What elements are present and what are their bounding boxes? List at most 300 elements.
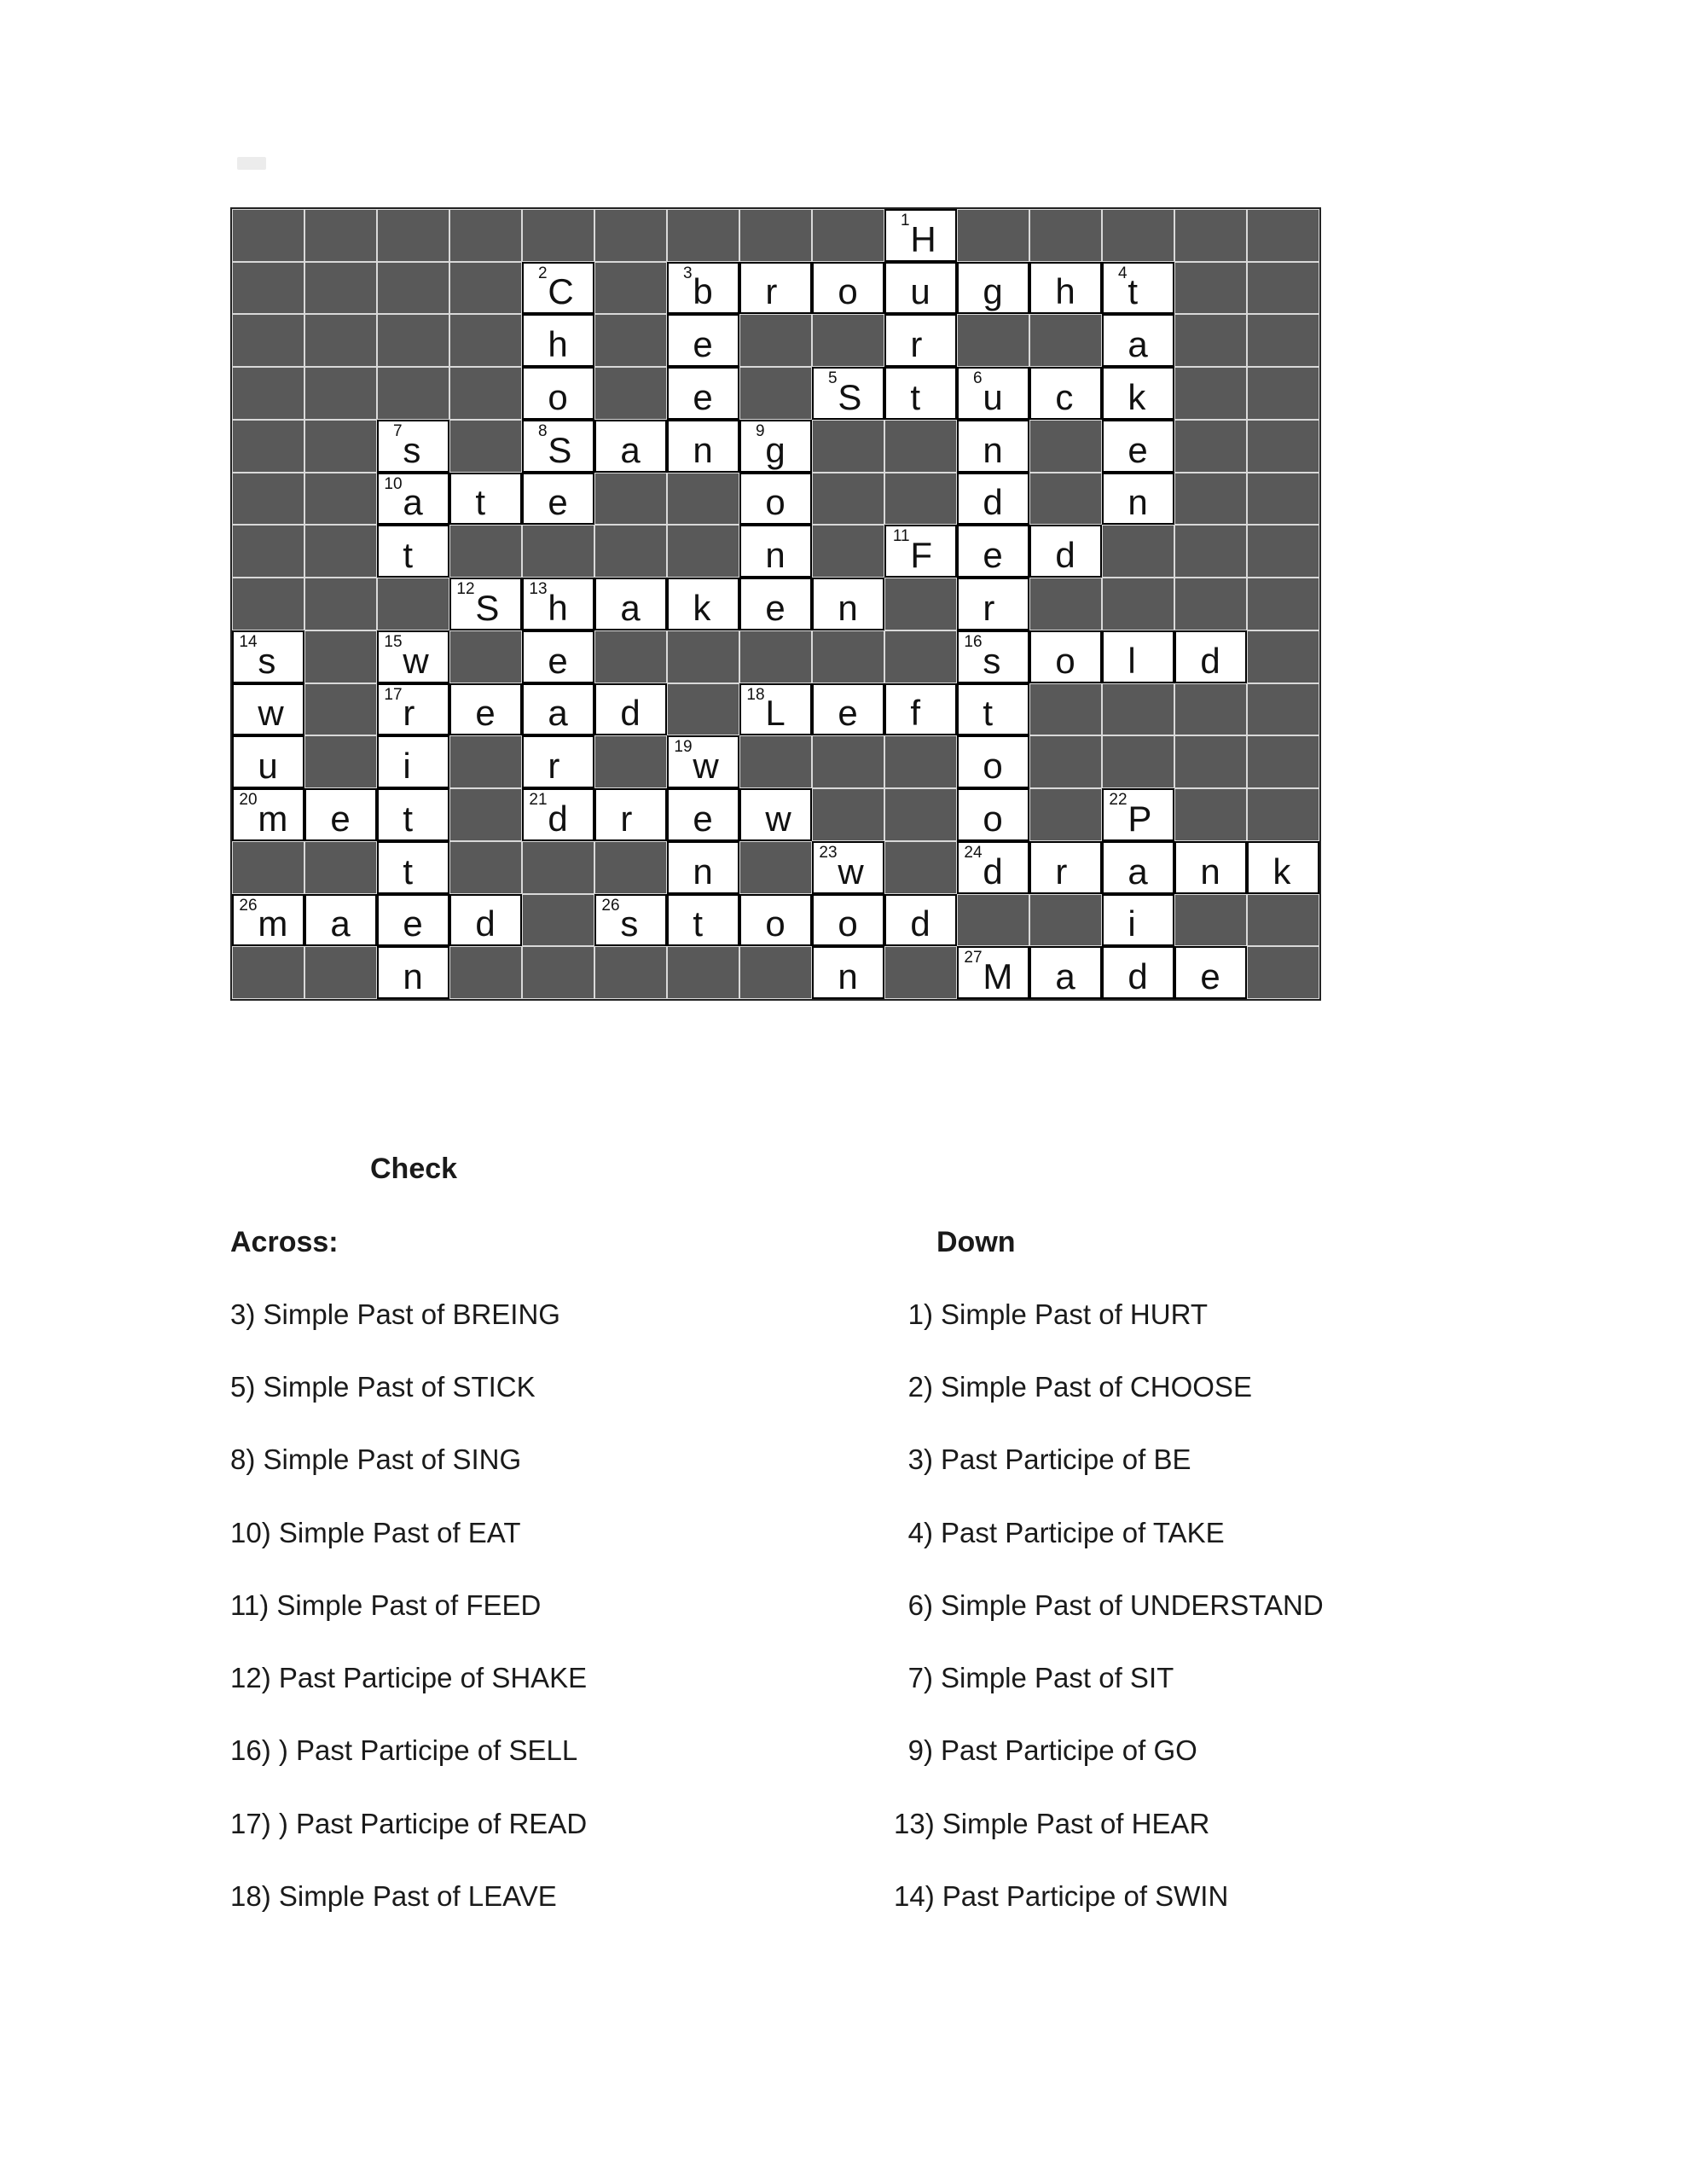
crossword-cell[interactable] [812,367,884,420]
crossword-cell[interactable] [884,683,957,736]
crossword-cell[interactable] [957,946,1029,999]
blocked-cell [449,841,522,894]
crossword-cell[interactable] [522,788,594,841]
cell-letter: t [983,693,994,734]
across-clue: 10) Simple Past of EAT [230,1516,521,1548]
clue-number: 22 [1109,791,1128,810]
across-clue: 8) Simple Past of SING [230,1443,522,1476]
blocked-cell [1174,367,1247,420]
crossword-cell[interactable] [1029,630,1102,683]
down-clue-number: 14) [894,1880,935,1913]
crossword-cell[interactable] [377,473,449,526]
across-clues [230,1278,587,1933]
crossword-cell[interactable] [1029,841,1102,894]
down-clue-text: Simple Past of HEAR [942,1807,1210,1839]
crossword-cell[interactable] [667,262,739,315]
cell-letter: n [765,535,786,576]
crossword-cell[interactable] [957,367,1029,420]
cell-letter: a [620,587,641,628]
crossword-cell[interactable] [522,735,594,788]
cell-letter: d [620,693,641,734]
blocked-cell [667,630,739,683]
cell-letter: m [258,903,288,944]
crossword-cell[interactable] [667,314,739,367]
blocked-cell [1247,525,1319,578]
clue-number: 17 [384,685,403,704]
cell-letter: o [838,903,858,944]
clue-number: 12 [456,580,475,599]
blocked-cell [232,578,304,630]
cell-letter: s [983,640,1001,681]
down-clue [894,1424,1324,1496]
crossword-cell[interactable] [377,420,449,473]
cell-letter: t [910,376,921,417]
down-clue [894,1569,1324,1641]
cell-letter: n [403,956,423,996]
down-clue-text: Simple Past of UNDERSTAND [941,1589,1324,1621]
crossword-cell[interactable] [1174,946,1247,999]
crossword-cell[interactable] [667,578,739,630]
cell-letter: n [838,587,858,628]
cell-letter: d [983,851,1003,892]
cell-letter: e [475,693,496,734]
clue-number: 27 [964,949,983,967]
cell-letter: w [838,851,864,892]
blocked-cell [1247,473,1319,526]
clue-number: 24 [964,843,983,862]
cell-letter: t [475,482,486,523]
crossword-cell[interactable] [739,525,812,578]
cell-letter: a [1128,851,1148,892]
cell-letter: S [475,587,500,628]
cell-letter: C [548,271,574,312]
cell-letter: d [1055,535,1075,576]
clue-number: 20 [239,791,258,810]
crossword-cell[interactable] [377,841,449,894]
crossword-cell[interactable] [739,420,812,473]
blocked-cell [1102,578,1174,630]
crossword-cell[interactable] [1102,841,1174,894]
crossword-cell[interactable] [522,367,594,420]
crossword-cell[interactable] [739,262,812,315]
crossword-cell[interactable] [667,841,739,894]
blocked-cell [1029,788,1102,841]
crossword-cell[interactable] [957,683,1029,736]
blocked-cell [1247,788,1319,841]
cell-letter: r [910,324,923,365]
cell-letter: w [765,798,791,839]
crossword-cell[interactable] [739,894,812,947]
blocked-cell [957,314,1029,367]
cell-letter: a [403,482,423,523]
cell-letter: H [910,218,936,259]
crossword-cell[interactable] [884,314,957,367]
cell-letter: o [548,376,568,417]
cell-letter: a [620,429,641,470]
clue-number: 9 [755,421,765,440]
crossword-cell[interactable] [377,630,449,683]
crossword-cell[interactable] [739,473,812,526]
blocked-cell [449,314,522,367]
blocked-cell [304,578,377,630]
crossword-cell[interactable] [1102,367,1174,420]
clue-number: 14 [239,632,258,651]
blocked-cell [1174,473,1247,526]
blocked-cell [522,894,594,947]
crossword-cell[interactable] [377,788,449,841]
crossword-cell[interactable] [812,262,884,315]
clue-number: 23 [819,843,838,862]
blocked-cell [304,209,377,262]
clue-number: 19 [674,738,693,757]
crossword-cell[interactable] [594,578,667,630]
cell-letter: k [693,587,711,628]
crossword-cell[interactable] [304,894,377,947]
crossword-cell[interactable] [377,735,449,788]
cell-letter: g [765,429,786,470]
cell-letter: e [765,587,786,628]
cell-letter: k [1272,851,1291,892]
crossword-cell[interactable] [522,262,594,315]
blocked-cell [667,209,739,262]
crossword-cell[interactable] [1029,946,1102,999]
clue-number: 6 [972,369,983,388]
crossword-cell[interactable] [377,946,449,999]
blocked-cell [1247,946,1319,999]
blocked-cell [304,473,377,526]
blocked-cell [667,683,739,736]
blocked-cell [1247,683,1319,736]
clue-number: 3 [682,264,693,282]
down-clue [894,1860,1324,1932]
crossword-cell[interactable] [884,894,957,947]
blocked-cell [1247,420,1319,473]
cell-letter: n [693,429,713,470]
cell-letter: r [983,587,995,628]
crossword-cell[interactable] [1102,473,1174,526]
crossword-cell[interactable] [1247,841,1319,894]
cell-letter: h [548,324,568,365]
clue-number: 21 [529,791,548,810]
clue-number: 8 [537,421,548,440]
crossword-cell[interactable] [1102,946,1174,999]
blocked-cell [232,525,304,578]
cell-letter: h [548,587,568,628]
blocked-cell [812,788,884,841]
blocked-cell [739,367,812,420]
down-clue-text: Simple Past of HURT [941,1298,1208,1330]
clue-number: 5 [827,369,838,388]
blocked-cell [377,209,449,262]
blocked-cell [884,788,957,841]
crossword-cell[interactable] [522,473,594,526]
cell-letter: r [548,746,560,787]
crossword-cell[interactable] [232,894,304,947]
blocked-cell [884,473,957,526]
blocked-cell [884,841,957,894]
crossword-cell[interactable] [449,894,522,947]
crossword-cell[interactable] [957,841,1029,894]
blocked-cell [1029,314,1102,367]
down-clue [894,1278,1324,1350]
blocked-cell [232,420,304,473]
down-clue [894,1350,1324,1423]
blocked-cell [1174,314,1247,367]
blocked-cell [1174,578,1247,630]
blocked-cell [232,473,304,526]
crossword-cell[interactable] [739,788,812,841]
crossword-cell[interactable] [957,473,1029,526]
cell-letter: d [548,798,568,839]
blocked-cell [522,209,594,262]
down-clue [894,1496,1324,1569]
cell-letter: o [765,482,786,523]
blocked-cell [1029,735,1102,788]
blocked-cell [304,683,377,736]
blocked-cell [812,630,884,683]
crossword-cell[interactable] [957,420,1029,473]
crossword-cell[interactable] [1102,894,1174,947]
cell-letter: t [1128,271,1139,312]
crossword-cell[interactable] [377,683,449,736]
blocked-cell [884,578,957,630]
crossword-cell[interactable] [232,788,304,841]
cell-letter: e [838,693,858,734]
crossword-cell[interactable] [232,683,304,736]
cell-letter: r [765,271,778,312]
crossword-cell[interactable] [449,683,522,736]
crossword-cell[interactable] [522,683,594,736]
cell-letter: g [983,271,1003,312]
blocked-cell [377,578,449,630]
crossword-cell[interactable] [522,630,594,683]
blocked-cell [1174,735,1247,788]
crossword-cell[interactable] [1174,630,1247,683]
blocked-cell [1174,788,1247,841]
crossword-cell[interactable] [449,473,522,526]
cell-letter: n [838,956,858,996]
clue-number: 26 [601,896,620,915]
cell-letter: e [330,798,351,839]
blocked-cell [1029,683,1102,736]
blocked-cell [594,841,667,894]
down-clue-number: 4) [907,1516,933,1548]
clue-number: 2 [537,264,548,282]
cell-letter: a [1055,956,1075,996]
blocked-cell [884,630,957,683]
blocked-cell [1247,630,1319,683]
blocked-cell [304,630,377,683]
cell-letter: o [838,271,858,312]
cell-letter: e [548,640,568,681]
blocked-cell [304,367,377,420]
crossword-cell[interactable] [594,420,667,473]
down-clue-number: 2) [907,1370,933,1403]
crossword-cell[interactable] [522,578,594,630]
cell-letter: e [548,482,568,523]
down-heading: Down [936,1225,1016,1258]
cell-letter: o [983,798,1003,839]
blocked-cell [812,209,884,262]
blocked-cell [232,314,304,367]
blocked-cell [1102,683,1174,736]
blocked-cell [667,473,739,526]
cell-letter: e [693,376,713,417]
cell-letter: b [693,271,713,312]
crossword-cell[interactable] [957,735,1029,788]
crossword-cell[interactable] [1102,420,1174,473]
blocked-cell [884,946,957,999]
blocked-cell [739,841,812,894]
crossword-cell[interactable] [957,578,1029,630]
crossword-cell[interactable] [667,420,739,473]
crossword-cell[interactable] [739,578,812,630]
crossword-cell[interactable] [884,262,957,315]
crossword-cell[interactable] [1102,630,1174,683]
cell-letter: w [403,640,429,681]
across-heading: Across: [230,1225,339,1258]
crossword-cell[interactable] [594,683,667,736]
blocked-cell [304,420,377,473]
crossword-cell[interactable] [232,735,304,788]
crossword-cell[interactable] [1102,262,1174,315]
cell-letter: r [403,693,415,734]
cell-letter: S [838,376,862,417]
down-clue-text: Past Participe of SWIN [942,1880,1229,1913]
cell-letter: e [1200,956,1220,996]
across-clue: 17) ) Past Participe of READ [230,1807,588,1839]
crossword-cell[interactable] [667,894,739,947]
down-clue [894,1787,1324,1860]
down-clue-number: 3) [907,1443,933,1476]
cell-letter: u [258,746,278,787]
crossword-cell[interactable] [884,367,957,420]
down-clue-number: 13) [894,1807,935,1839]
crossword-cell[interactable] [232,630,304,683]
crossword-cell[interactable] [812,578,884,630]
crossword-cell[interactable] [594,788,667,841]
blocked-cell [449,735,522,788]
blocked-cell [739,209,812,262]
down-clue-number: 1) [907,1298,933,1330]
crossword-cell[interactable] [957,525,1029,578]
cell-letter: t [403,851,414,892]
cell-letter: e [693,324,713,365]
crossword-cell[interactable] [884,525,957,578]
crossword-cell[interactable] [522,314,594,367]
crossword-grid [230,207,1321,1001]
crossword-cell[interactable] [957,788,1029,841]
cell-letter: n [693,851,713,892]
cell-letter: n [983,429,1003,470]
blocked-cell [449,420,522,473]
blocked-cell [304,841,377,894]
crossword-cell[interactable] [594,894,667,947]
blocked-cell [232,262,304,315]
crossword-cell[interactable] [377,525,449,578]
blocked-cell [1174,209,1247,262]
cell-letter: h [1055,271,1075,312]
clue-number: 1 [900,212,910,229]
cell-letter: t [403,535,414,576]
crossword-cell[interactable] [812,946,884,999]
crossword-cell[interactable] [957,630,1029,683]
blocked-cell [1102,735,1174,788]
crossword-cell[interactable] [812,683,884,736]
blocked-cell [1247,735,1319,788]
clue-number: 13 [529,580,548,599]
crossword-cell[interactable] [667,788,739,841]
blocked-cell [739,314,812,367]
blocked-cell [1029,209,1102,262]
cell-letter: a [330,903,351,944]
blocked-cell [522,525,594,578]
cell-letter: e [1128,429,1148,470]
crossword-cell[interactable] [812,841,884,894]
crossword-cell[interactable] [1029,262,1102,315]
crossword-cell[interactable] [957,262,1029,315]
blocked-cell [812,735,884,788]
crossword-cell[interactable] [1029,525,1102,578]
across-clue: 18) Simple Past of LEAVE [230,1880,557,1913]
cell-letter: M [983,956,1013,996]
cell-letter: r [620,798,633,839]
blocked-cell [1029,420,1102,473]
crossword-cell[interactable] [739,683,812,736]
crossword-cell[interactable] [667,367,739,420]
blocked-cell [594,367,667,420]
crossword-cell[interactable] [1102,788,1174,841]
crossword-cell[interactable] [1029,367,1102,420]
down-clue-text: Simple Past of CHOOSE [941,1370,1252,1403]
blocked-cell [1247,262,1319,315]
cell-letter: r [1055,851,1068,892]
cell-letter: s [403,429,421,470]
crossword-cell[interactable] [1102,314,1174,367]
crossword-cell[interactable] [377,894,449,947]
blocked-cell [232,209,304,262]
cell-letter: n [1200,851,1220,892]
blocked-cell [449,367,522,420]
blocked-cell [594,209,667,262]
clue-number: 4 [1117,264,1128,282]
cell-letter: L [765,693,786,734]
crossword-cell[interactable] [667,735,739,788]
blocked-cell [1174,420,1247,473]
crossword-cell[interactable] [522,420,594,473]
cell-letter: s [258,640,276,681]
crossword-cell[interactable] [812,894,884,947]
cell-letter: a [548,693,568,734]
crossword-cell[interactable] [1174,841,1247,894]
blocked-cell [232,367,304,420]
blocked-cell [522,946,594,999]
blocked-cell [594,473,667,526]
cell-letter: u [983,376,1003,417]
blocked-cell [667,525,739,578]
cell-letter: d [475,903,496,944]
cell-letter: t [693,903,704,944]
crossword-cell[interactable] [304,788,377,841]
crossword-cell[interactable] [884,209,957,262]
crossword-cell[interactable] [449,578,522,630]
cell-letter: f [910,693,921,734]
blocked-cell [377,262,449,315]
across-clue: 5) Simple Past of STICK [230,1370,536,1403]
blocked-cell [449,630,522,683]
blocked-cell [739,735,812,788]
down-clue-text: Past Participe of BE [941,1443,1191,1476]
